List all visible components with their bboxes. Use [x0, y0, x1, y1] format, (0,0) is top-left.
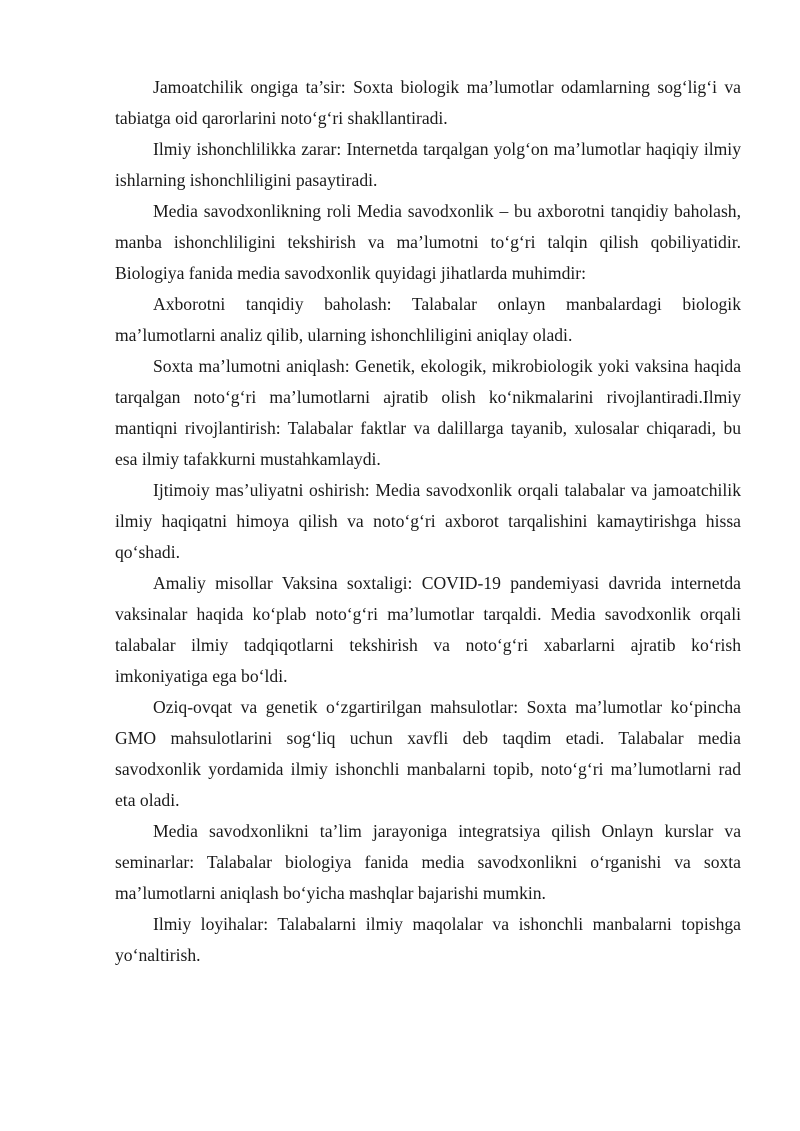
paragraph: Jamoatchilik ongiga ta’sir: Soxta biologik ma’lumotlar odamlarning sog‘lig‘i va tabiatga oid qarorlarini noto‘g‘ri shakllantiradi. [115, 77, 741, 128]
document-page [115, 72, 741, 971]
paragraph: Media savodxonlikning roli Media savodxonlik – bu axborotni tanqidiy baholash, manba ishonchliligini tekshirish va ma’lumotni to‘g‘ri talqin qilish qobiliyatidir. Biologiya fanida media savodxonlik quyidagi jihatlarda muhimdir: [115, 201, 741, 283]
paragraph: Oziq-ovqat va genetik o‘zgartirilgan mahsulotlar: Soxta ma’lumotlar ko‘pincha GMO mahsulotlarini sog‘liq uchun xavfli deb taqdim etadi. Talabalar media savodxonlik yordamida ilmiy ishonchli manbalarni topib, noto‘g‘ri ma’lumotlarni rad eta oladi. [115, 697, 741, 810]
paragraph: Amaliy misollar Vaksina soxtaligi: COVID-19 pandemiyasi davrida internetda vaksinalar haqida ko‘plab noto‘g‘ri ma’lumotlar tarqaldi. Media savodxonlik orqali talabalar ilmiy tadqiqotlarni tekshirish va noto‘g‘ri xabarlarni ajratib ko‘rish imkoniyatiga ega bo‘ldi. [115, 573, 741, 686]
paragraph: Axborotni tanqidiy baholash: Talabalar onlayn manbalardagi biologik ma’lumotlarni analiz qilib, ularning ishonchliligini aniqlay oladi. [115, 294, 741, 345]
paragraph: Ilmiy loyihalar: Talabalarni ilmiy maqolalar va ishonchli manbalarni topishga yo‘naltirish. [115, 914, 741, 965]
paragraph: Soxta ma’lumotni aniqlash: Genetik, ekologik, mikrobiologik yoki vaksina haqida tarqalgan noto‘g‘ri ma’lumotlarni ajratib olish ko‘nikmalarini rivojlantiradi.Ilmiy mantiqni rivojlantirish: Talabalar faktlar va dalillarga tayanib, xulosalar chiqaradi, bu esa ilmiy tafakkurni mustahkamlaydi. [115, 356, 741, 469]
paragraph: Ijtimoiy mas’uliyatni oshirish: Media savodxonlik orqali talabalar va jamoatchilik ilmiy haqiqatni himoya qilish va noto‘g‘ri axborot tarqalishini kamaytirishga hissa qo‘shadi. [115, 480, 741, 562]
paragraph: Media savodxonlikni ta’lim jarayoniga integratsiya qilish Onlayn kurslar va seminarlar: Talabalar biologiya fanida media savodxonlikni o‘rganishi va soxta ma’lumotlarni aniqlash bo‘yicha mashqlar bajarishi mumkin. [115, 821, 741, 903]
paragraph: Ilmiy ishonchlilikka zarar: Internetda tarqalgan yolg‘on ma’lumotlar haqiqiy ilmiy ishlarning ishonchliligini pasaytiradi. [115, 139, 741, 190]
